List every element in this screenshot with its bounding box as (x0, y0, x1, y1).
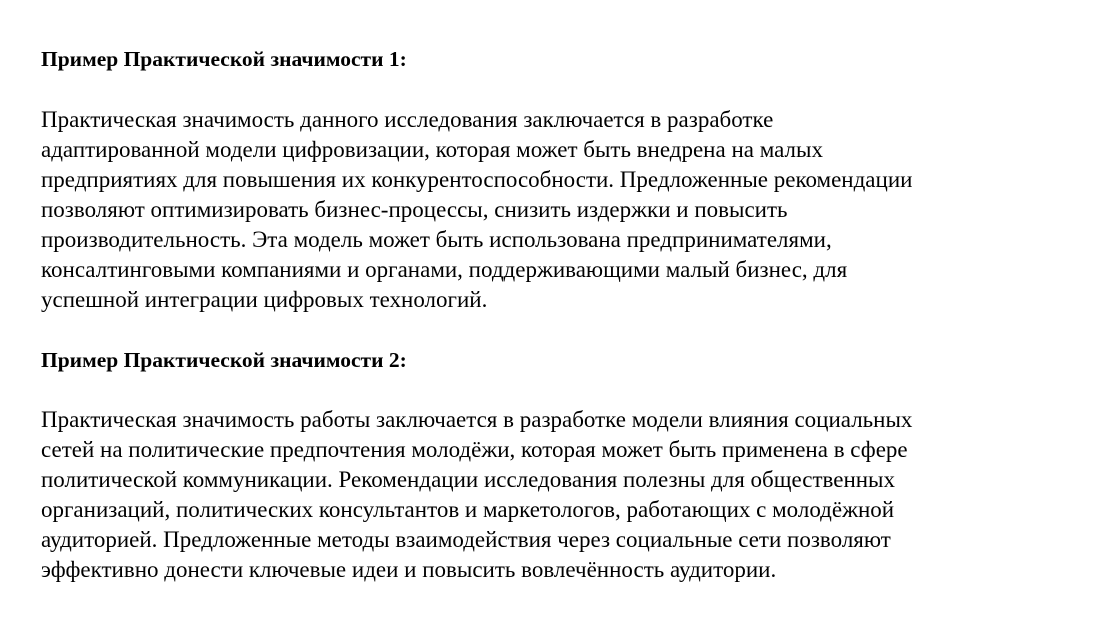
paragraph-line: успешной интеграции цифровых технологий. (41, 287, 488, 312)
section-heading-2: Пример Практической значимости 2: (41, 348, 407, 372)
section-heading-1: Пример Практической значимости 1: (41, 47, 407, 71)
paragraph-line: организаций, политических консультантов и маркетологов, работающих с молодёжной (41, 497, 895, 522)
section-paragraph-1 (41, 105, 1091, 315)
paragraph-line: Практическая значимость данного исследования заключается в разработке (41, 107, 774, 132)
paragraph-line: адаптированной модели цифровизации, которая может быть внедрена на малых (41, 137, 823, 162)
paragraph-line: эффективно донести ключевые идеи и повысить вовлечённость аудитории. (41, 557, 777, 582)
document (41, 44, 1091, 585)
section-paragraph-2 (41, 405, 1091, 585)
paragraph-line: политической коммуникации. Рекомендации исследования полезны для общественных (41, 467, 896, 492)
paragraph-line: сетей на политические предпочтения молодёжи, которая может быть применена в сфере (41, 437, 908, 462)
paragraph-line: аудиторией. Предложенные методы взаимодействия через социальные сети позволяют (41, 527, 891, 552)
paragraph-line: Практическая значимость работы заключается в разработке модели влияния социальных (41, 407, 913, 432)
paragraph-line: предприятиях для повышения их конкурентоспособности. Предложенные рекомендации (41, 167, 913, 192)
paragraph-line: консалтинговыми компаниями и органами, поддерживающими малый бизнес, для (41, 257, 848, 282)
paragraph-line: производительность. Эта модель может быть использована предпринимателями, (41, 227, 832, 252)
paragraph-line: позволяют оптимизировать бизнес-процессы, снизить издержки и повысить (41, 197, 788, 222)
